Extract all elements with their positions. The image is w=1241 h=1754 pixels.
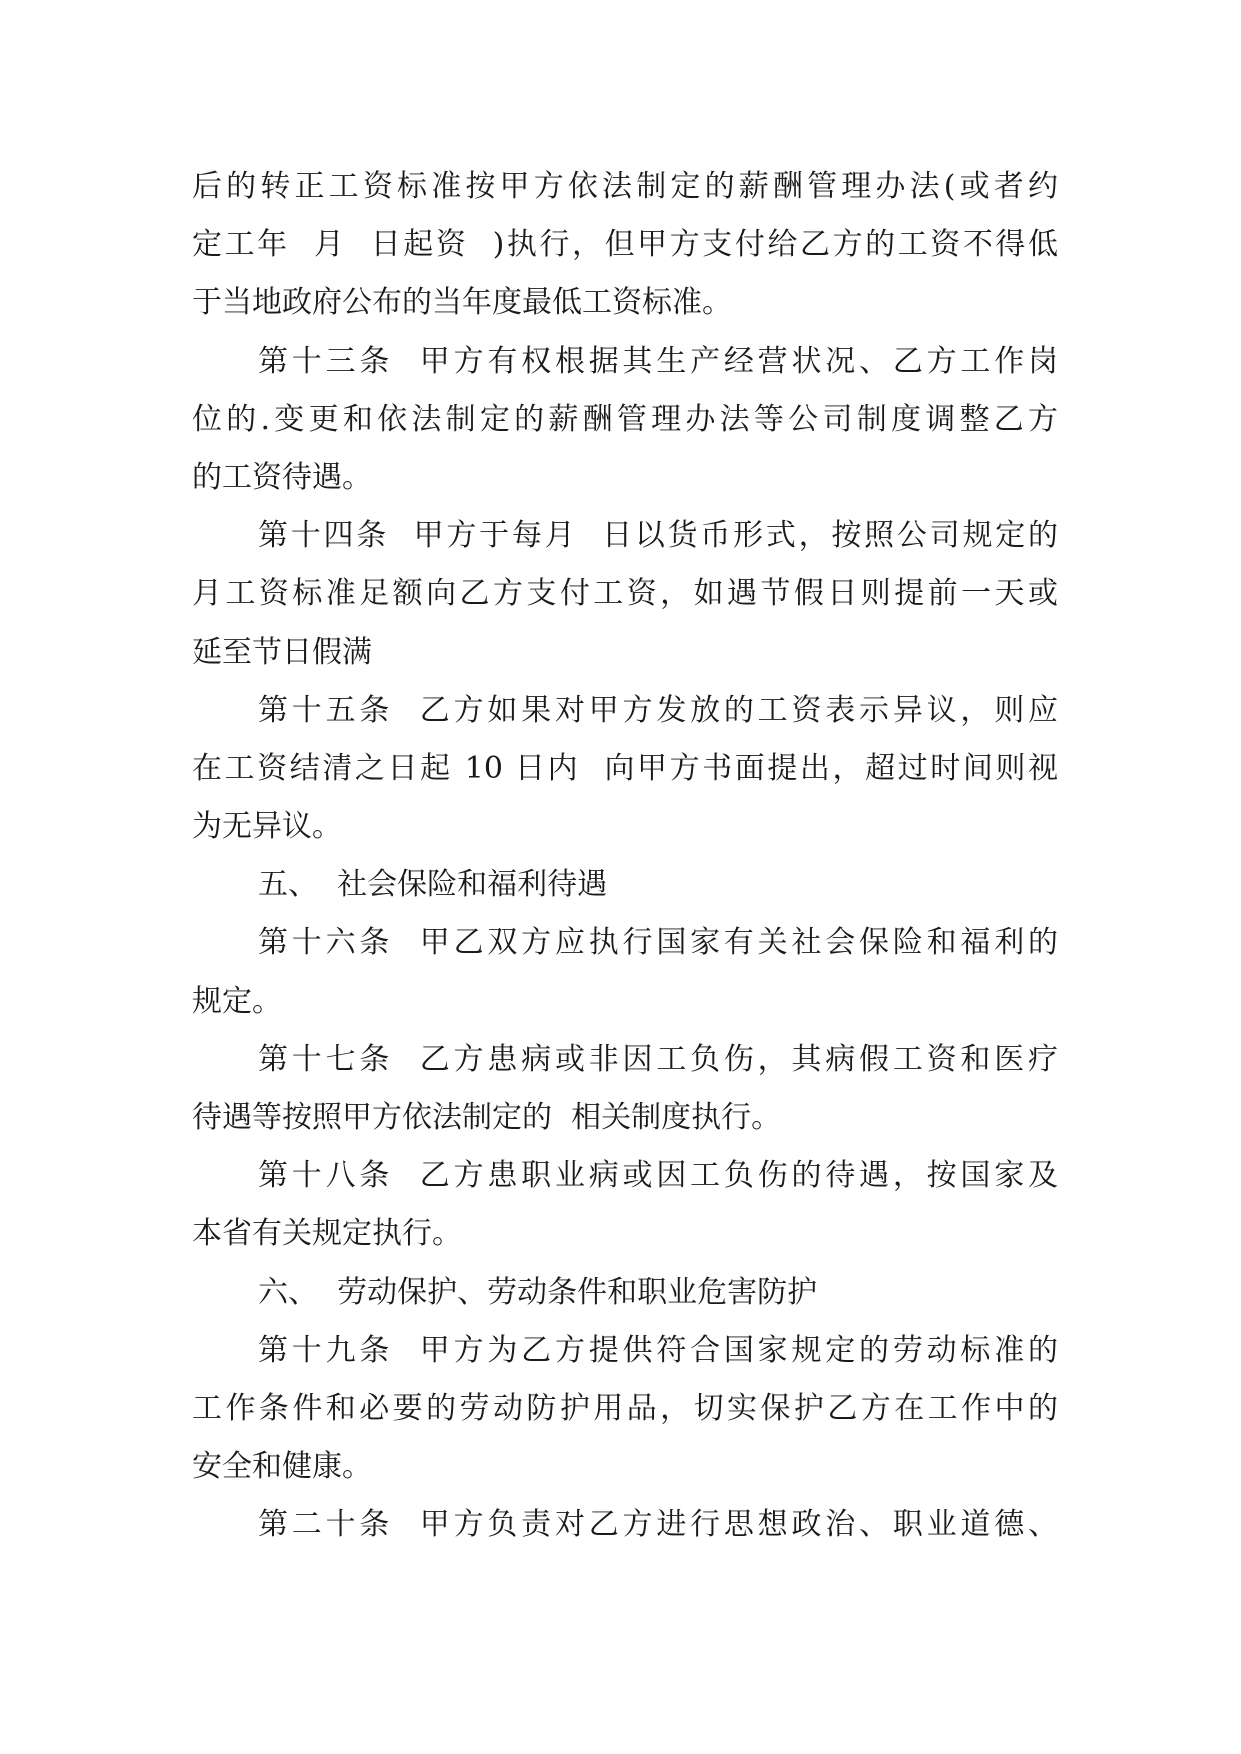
text-line: 位的.变更和依法制定的薪酬管理办法等公司制度调整乙方 [192,401,1058,437]
section-6-heading: 六、 劳动保护、劳动条件和职业危害防护 [258,1274,818,1310]
article-14-heading-line: 第十四条 甲方于每月 日以货币形式，按照公司规定的 [258,518,1058,554]
document-body [192,158,1058,1555]
text-line: 安全和健康。 [192,1449,372,1485]
article-20-heading-line: 第二十条 甲方负责对乙方进行思想政治、职业道德、 [258,1507,1058,1543]
article-17-heading-line: 第十七条 乙方患病或非因工负伤，其病假工资和医疗 [258,1041,1058,1077]
text-line: 月工资标准足额向乙方支付工资，如遇节假日则提前一天或 [192,576,1058,612]
section-5-heading: 五、 社会保险和福利待遇 [258,867,608,903]
text-line: 本省有关规定执行。 [192,1216,462,1252]
article-18-heading-line: 第十八条 乙方患职业病或因工负伤的待遇，按国家及 [258,1158,1058,1194]
text-line: 的工资待遇。 [192,459,372,495]
text-line: 待遇等按照甲方依法制定的 相关制度执行。 [192,1100,782,1135]
article-19-heading-line: 第十九条 甲方为乙方提供符合国家规定的劳动标准的 [258,1332,1058,1368]
text-line: 延至节日假满 [192,634,372,670]
text-line: 规定。 [192,983,282,1019]
text-line: 为无异议。 [192,809,342,845]
text-line: 定工年 月 日起资 )执行，但甲方支付给乙方的工资不得低 [192,227,1058,263]
text-line: 于当地政府公布的当年度最低工资标准。 [192,285,732,321]
article-13-heading-line: 第十三条 甲方有权根据其生产经营状况、乙方工作岗 [258,343,1058,379]
article-15-heading-line: 第十五条 乙方如果对甲方发放的工资表示异议，则应 [258,692,1058,728]
text-line: 在工资结清之日起 10 日内 向甲方书面提出，超过时间则视 [192,750,1058,786]
text-line: 后的转正工资标准按甲方依法制定的薪酬管理办法(或者约 [192,169,1058,204]
text-line: 工作条件和必要的劳动防护用品，切实保护乙方在工作中的 [192,1390,1058,1426]
article-16-heading-line: 第十六条 甲乙双方应执行国家有关社会保险和福利的 [258,925,1058,961]
